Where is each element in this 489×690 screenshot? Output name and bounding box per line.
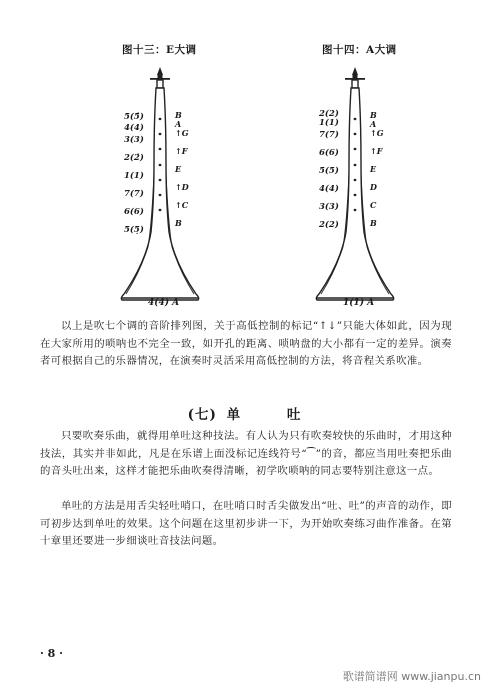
note-label: 2(2) bbox=[319, 109, 339, 119]
pitch-mark: ↑F bbox=[175, 146, 188, 156]
pitch-mark: ↑G bbox=[175, 128, 189, 138]
pitch-mark: E bbox=[370, 164, 377, 174]
paragraph-intro: 以上是吹七个调的音阶排列图，关于高低控制的标记“↑↓”只能大体如此，因为现在大家所用的唢呐也不完全一致，如开孔的距离、唢呐盘的大小都有一定的差异。演奏者可根据自己的乐器情况，在演奏时灵活采用高低控制的方法，将音程关系吹准。 bbox=[40, 320, 452, 367]
pitch-mark: ↑C bbox=[175, 200, 189, 210]
figure-left-bottom-note: 4(4̇) A bbox=[148, 298, 180, 308]
pitch-mark: B bbox=[370, 110, 377, 120]
footer-watermark: 歌谱简谱网 www.jianpu.cn bbox=[342, 670, 481, 683]
paragraph-single-tongue-usage: 只要吹奏乐曲，就得用单吐这种技法。有人认为只有吹奏较快的乐曲时，才用这种技法，其实并非如此，凡是在乐谱上面没标记连线符号“⁀”的音，都应当用吐奏把乐曲的音头吐出来，这样才能把乐曲吹奏得清晰，初学吹唢呐的同志要特别注意这一点。 bbox=[40, 430, 452, 477]
note-label: 5(5̇) bbox=[124, 112, 144, 122]
pitch-mark: B bbox=[370, 218, 377, 228]
note-label: 2(2̇) bbox=[124, 153, 144, 164]
note-label: 5(5) bbox=[319, 166, 339, 176]
pitch-mark: C bbox=[370, 200, 377, 210]
pitch-mark: A bbox=[175, 119, 182, 129]
pitch-mark: E bbox=[175, 164, 182, 174]
figure-right-title: 图十四：A大调 bbox=[322, 44, 397, 56]
note-label: 7(7) bbox=[124, 189, 144, 200]
note-label: 3(3) bbox=[319, 202, 339, 212]
section-title-b: 吐 bbox=[286, 407, 302, 423]
figure-right-notes bbox=[319, 110, 339, 232]
section-title-a: 单 bbox=[226, 407, 242, 423]
pitch-mark: B bbox=[175, 218, 182, 228]
figure-right-bottom-note: 1(1̇) A bbox=[343, 298, 375, 308]
page-number: · 8 · bbox=[40, 647, 63, 660]
pitch-mark: ↑F bbox=[370, 146, 383, 156]
figure-left-title: 图十三：E大调 bbox=[122, 44, 197, 56]
note-label: 7(7) bbox=[319, 130, 339, 140]
note-label: 5(5̣) bbox=[124, 225, 144, 236]
note-label: 4(4) bbox=[124, 123, 144, 134]
pitch-mark: ↑D bbox=[175, 182, 189, 192]
section-number: (七) bbox=[187, 407, 217, 423]
note-label: 3(3) bbox=[124, 135, 144, 146]
pitch-mark: B bbox=[175, 110, 182, 120]
pitch-mark: A bbox=[370, 119, 377, 129]
note-label: 6(6) bbox=[124, 207, 144, 218]
paragraph-single-tongue-method: 单吐的方法是用舌尖轻吐哨口，在吐哨口时舌尖做发出“吐、吐”的声音的动作，即可初步达到单吐的效果。这个问题在这里初步讲一下，为开始吹奏练习曲作准备。在第十章里还要进一步细谈吐音技法问题。 bbox=[40, 500, 452, 547]
note-label: 1(1) bbox=[319, 118, 339, 128]
note-label: 6(6) bbox=[319, 148, 339, 158]
note-label: 1(1) bbox=[124, 171, 144, 182]
figure-left-notes bbox=[124, 110, 144, 238]
pitch-mark: ↑G bbox=[370, 128, 384, 138]
note-label: 2(2) bbox=[319, 220, 339, 230]
section-title bbox=[0, 403, 489, 423]
pitch-mark: D bbox=[370, 182, 377, 192]
note-label: 4(4) bbox=[319, 184, 339, 194]
